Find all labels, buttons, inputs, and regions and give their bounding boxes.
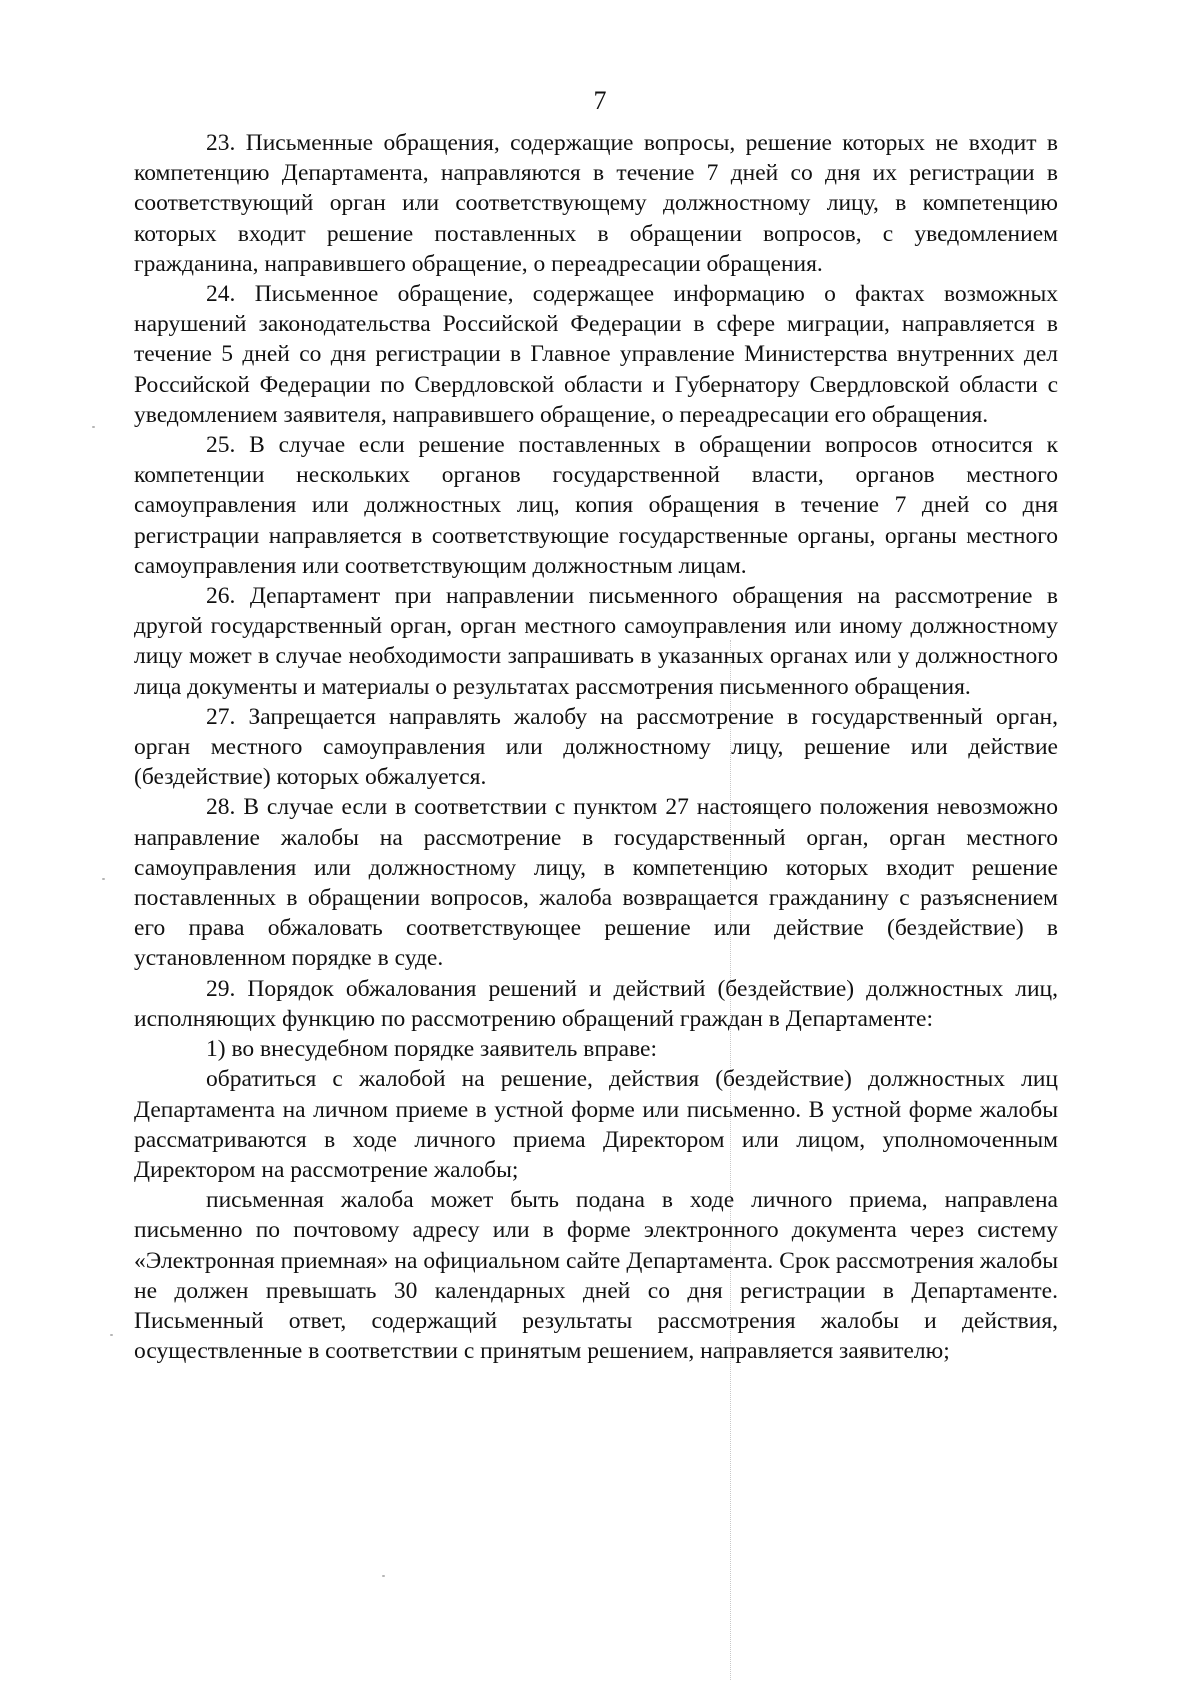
- scan-artifact-dot: [92, 426, 95, 428]
- paragraph-oral-complaint: обратиться с жалобой на решение, действия (бездействие) должностных лиц Департамента на личном приеме в устной форме или письменно. В устной форме жалобы рассматриваются в ходе личного приема Директором или лицом, уполномоченным Директором на рассмотрение жалобы;: [134, 1066, 1058, 1183]
- scan-artifact-dot: [110, 1334, 113, 1336]
- scan-artifact-dot: [382, 1575, 385, 1577]
- paragraph-written-complaint: письменная жалоба может быть подана в ходе личного приема, направлена письменно по почтовому адресу или в форме электронного документа через систему «Электронная приемная» на официальном сайте Департамента. Срок рассмотрения жалобы не должен превышать 30 календарных дней со дня регистрации в Департаменте. Письменный ответ, содержащий результаты рассмотрения жалобы и действия, осуществленные в соответствии с принятым решением, направляется заявителю;: [134, 1187, 1058, 1365]
- paragraph-28: 28. В случае если в соответствии с пунктом 27 настоящего положения невозможно направление жалобы на рассмотрение в государственный орган, орган местного самоуправления или должностному лицу, в компетенцию которых входит решение поставленных в обращении вопросов, жалоба возвращается гражданину с разъяснением его права обжаловать соответствующее решение или действие (бездействие) в установленном порядке в суде.: [134, 794, 1058, 972]
- paragraph-26: 26. Департамент при направлении письменного обращения на рассмотрение в другой государственный орган, орган местного самоуправления или иному должностному лицу может в случае необходимости запрашивать в указанных органах или у должностного лица документы и материалы о результатах рассмотрения письменного обращения.: [134, 583, 1058, 700]
- paragraph-23: 23. Письменные обращения, содержащие вопросы, решение которых не входит в компетенцию Департамента, направляются в течение 7 дней со дня их регистрации в соответствующий орган или соответствующему должностному лицу, в компетенцию которых входит решение поставленных в обращении вопросов, с уведомлением гражданина, направившего обращение, о переадресации обращения.: [134, 130, 1058, 277]
- document-body: [134, 128, 1058, 1366]
- paragraph-24: 24. Письменное обращение, содержащее информацию о фактах возможных нарушений законодательства Российской Федерации в сфере миграции, направляется в течение 5 дней со дня регистрации в Главное управление Министерства внутренних дел Российской Федерации по Свердловской области и Губернатору Свердловской области с уведомлением заявителя, направившего обращение, о переадресации его обращения.: [134, 281, 1058, 428]
- scan-artifact-dot: [102, 878, 105, 880]
- paragraph-25: 25. В случае если решение поставленных в обращении вопросов относится к компетенции нескольких органов государственной власти, органов местного самоуправления или должностных лиц, копия обращения в течение 7 дней со дня регистрации направляется в соответствующие государственные органы, органы местного самоуправления или соответствующим должностным лицам.: [134, 432, 1058, 579]
- paragraph-29: 29. Порядок обжалования решений и действий (бездействие) должностных лиц, исполняющих функцию по рассмотрению обращений граждан в Департаменте:: [134, 975, 1058, 1032]
- paragraph-27: 27. Запрещается направлять жалобу на рассмотрение в государственный орган, орган местного самоуправления или должностному лицу, решение или действие (бездействие) которых обжалуется.: [134, 703, 1058, 791]
- page-number: 7: [593, 86, 607, 115]
- paragraph-29-item-1: 1) во внесудебном порядке заявитель вправе:: [206, 1036, 658, 1063]
